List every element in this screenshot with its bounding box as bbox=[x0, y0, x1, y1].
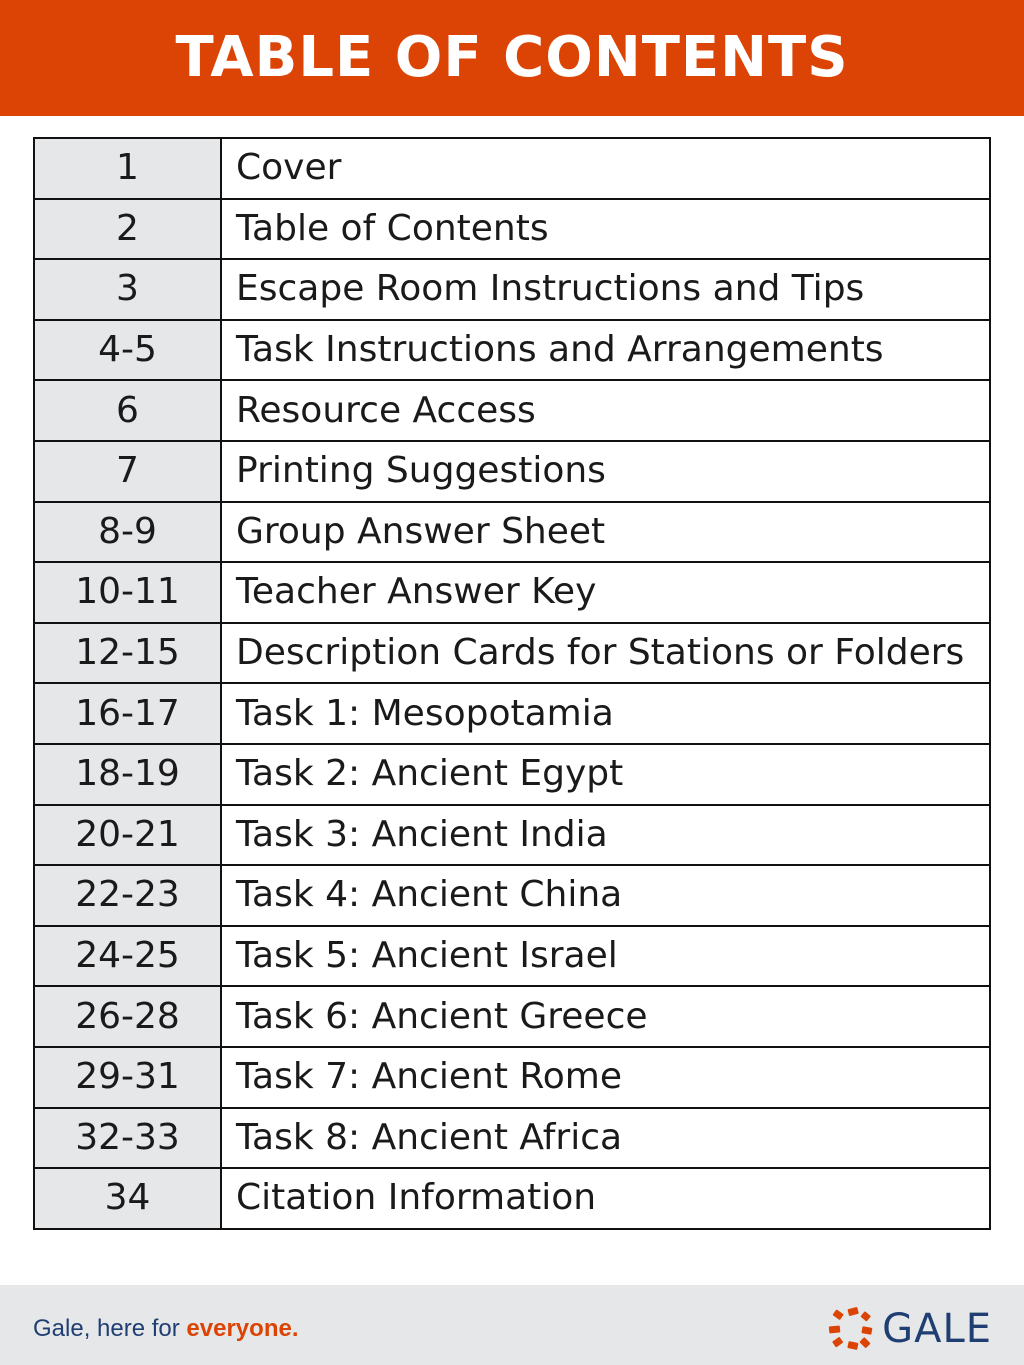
toc-row bbox=[34, 1047, 990, 1108]
toc-entry-title: Table of Contents bbox=[221, 199, 990, 260]
toc-table bbox=[33, 137, 991, 1230]
gale-burst-icon bbox=[828, 1307, 876, 1351]
toc-entry-title: Task 1: Mesopotamia bbox=[221, 683, 990, 744]
toc-row bbox=[34, 805, 990, 866]
toc-row bbox=[34, 320, 990, 381]
logo-wordmark: GALE bbox=[882, 1306, 992, 1352]
toc-row bbox=[34, 1108, 990, 1169]
toc-entry-title: Printing Suggestions bbox=[221, 441, 990, 502]
toc-entry-title: Citation Information bbox=[221, 1168, 990, 1229]
toc-row bbox=[34, 441, 990, 502]
toc-page-number: 2 bbox=[34, 199, 221, 260]
toc-body bbox=[34, 138, 990, 1229]
toc-row bbox=[34, 502, 990, 563]
toc-page-number: 1 bbox=[34, 138, 221, 199]
toc-page-number: 6 bbox=[34, 380, 221, 441]
toc-page-number: 34 bbox=[34, 1168, 221, 1229]
toc-entry-title: Teacher Answer Key bbox=[221, 562, 990, 623]
toc-entry-title: Task 4: Ancient China bbox=[221, 865, 990, 926]
toc-entry-title: Escape Room Instructions and Tips bbox=[221, 259, 990, 320]
toc-row bbox=[34, 744, 990, 805]
toc-page-number: 4-5 bbox=[34, 320, 221, 381]
toc-row bbox=[34, 623, 990, 684]
toc-entry-title: Task 3: Ancient India bbox=[221, 805, 990, 866]
tagline-prefix: Gale, here for bbox=[33, 1315, 187, 1342]
toc-page-number: 16-17 bbox=[34, 683, 221, 744]
toc-row bbox=[34, 865, 990, 926]
toc-entry-title: Task 2: Ancient Egypt bbox=[221, 744, 990, 805]
footer bbox=[0, 1285, 1024, 1365]
toc-page-number: 8-9 bbox=[34, 502, 221, 563]
toc-entry-title: Description Cards for Stations or Folders bbox=[221, 623, 990, 684]
toc-row bbox=[34, 380, 990, 441]
toc-entry-title: Task 6: Ancient Greece bbox=[221, 986, 990, 1047]
toc-row bbox=[34, 986, 990, 1047]
toc-entry-title: Cover bbox=[221, 138, 990, 199]
toc-page-number: 20-21 bbox=[34, 805, 221, 866]
toc-page-number: 3 bbox=[34, 259, 221, 320]
toc-entry-title: Resource Access bbox=[221, 380, 990, 441]
toc-row bbox=[34, 1168, 990, 1229]
page-title: TABLE OF CONTENTS bbox=[175, 25, 849, 90]
toc-page-number: 7 bbox=[34, 441, 221, 502]
toc-page-number: 10-11 bbox=[34, 562, 221, 623]
toc-entry-title: Task Instructions and Arrangements bbox=[221, 320, 990, 381]
toc-page-number: 12-15 bbox=[34, 623, 221, 684]
toc-row bbox=[34, 683, 990, 744]
toc-row bbox=[34, 926, 990, 987]
toc-page-number: 22-23 bbox=[34, 865, 221, 926]
header-banner bbox=[0, 0, 1024, 116]
toc-entry-title: Task 8: Ancient Africa bbox=[221, 1108, 990, 1169]
toc-page-number: 32-33 bbox=[34, 1108, 221, 1169]
toc-row bbox=[34, 138, 990, 199]
toc-entry-title: Task 5: Ancient Israel bbox=[221, 926, 990, 987]
toc-entry-title: Group Answer Sheet bbox=[221, 502, 990, 563]
gale-logo bbox=[828, 1307, 992, 1351]
footer-tagline bbox=[33, 1315, 299, 1343]
toc-page-number: 29-31 bbox=[34, 1047, 221, 1108]
toc-row bbox=[34, 562, 990, 623]
toc-page-number: 18-19 bbox=[34, 744, 221, 805]
toc-page-number: 26-28 bbox=[34, 986, 221, 1047]
toc-row bbox=[34, 199, 990, 260]
toc-entry-title: Task 7: Ancient Rome bbox=[221, 1047, 990, 1108]
toc-page-number: 24-25 bbox=[34, 926, 221, 987]
toc-row bbox=[34, 259, 990, 320]
tagline-accent: everyone. bbox=[186, 1315, 299, 1342]
